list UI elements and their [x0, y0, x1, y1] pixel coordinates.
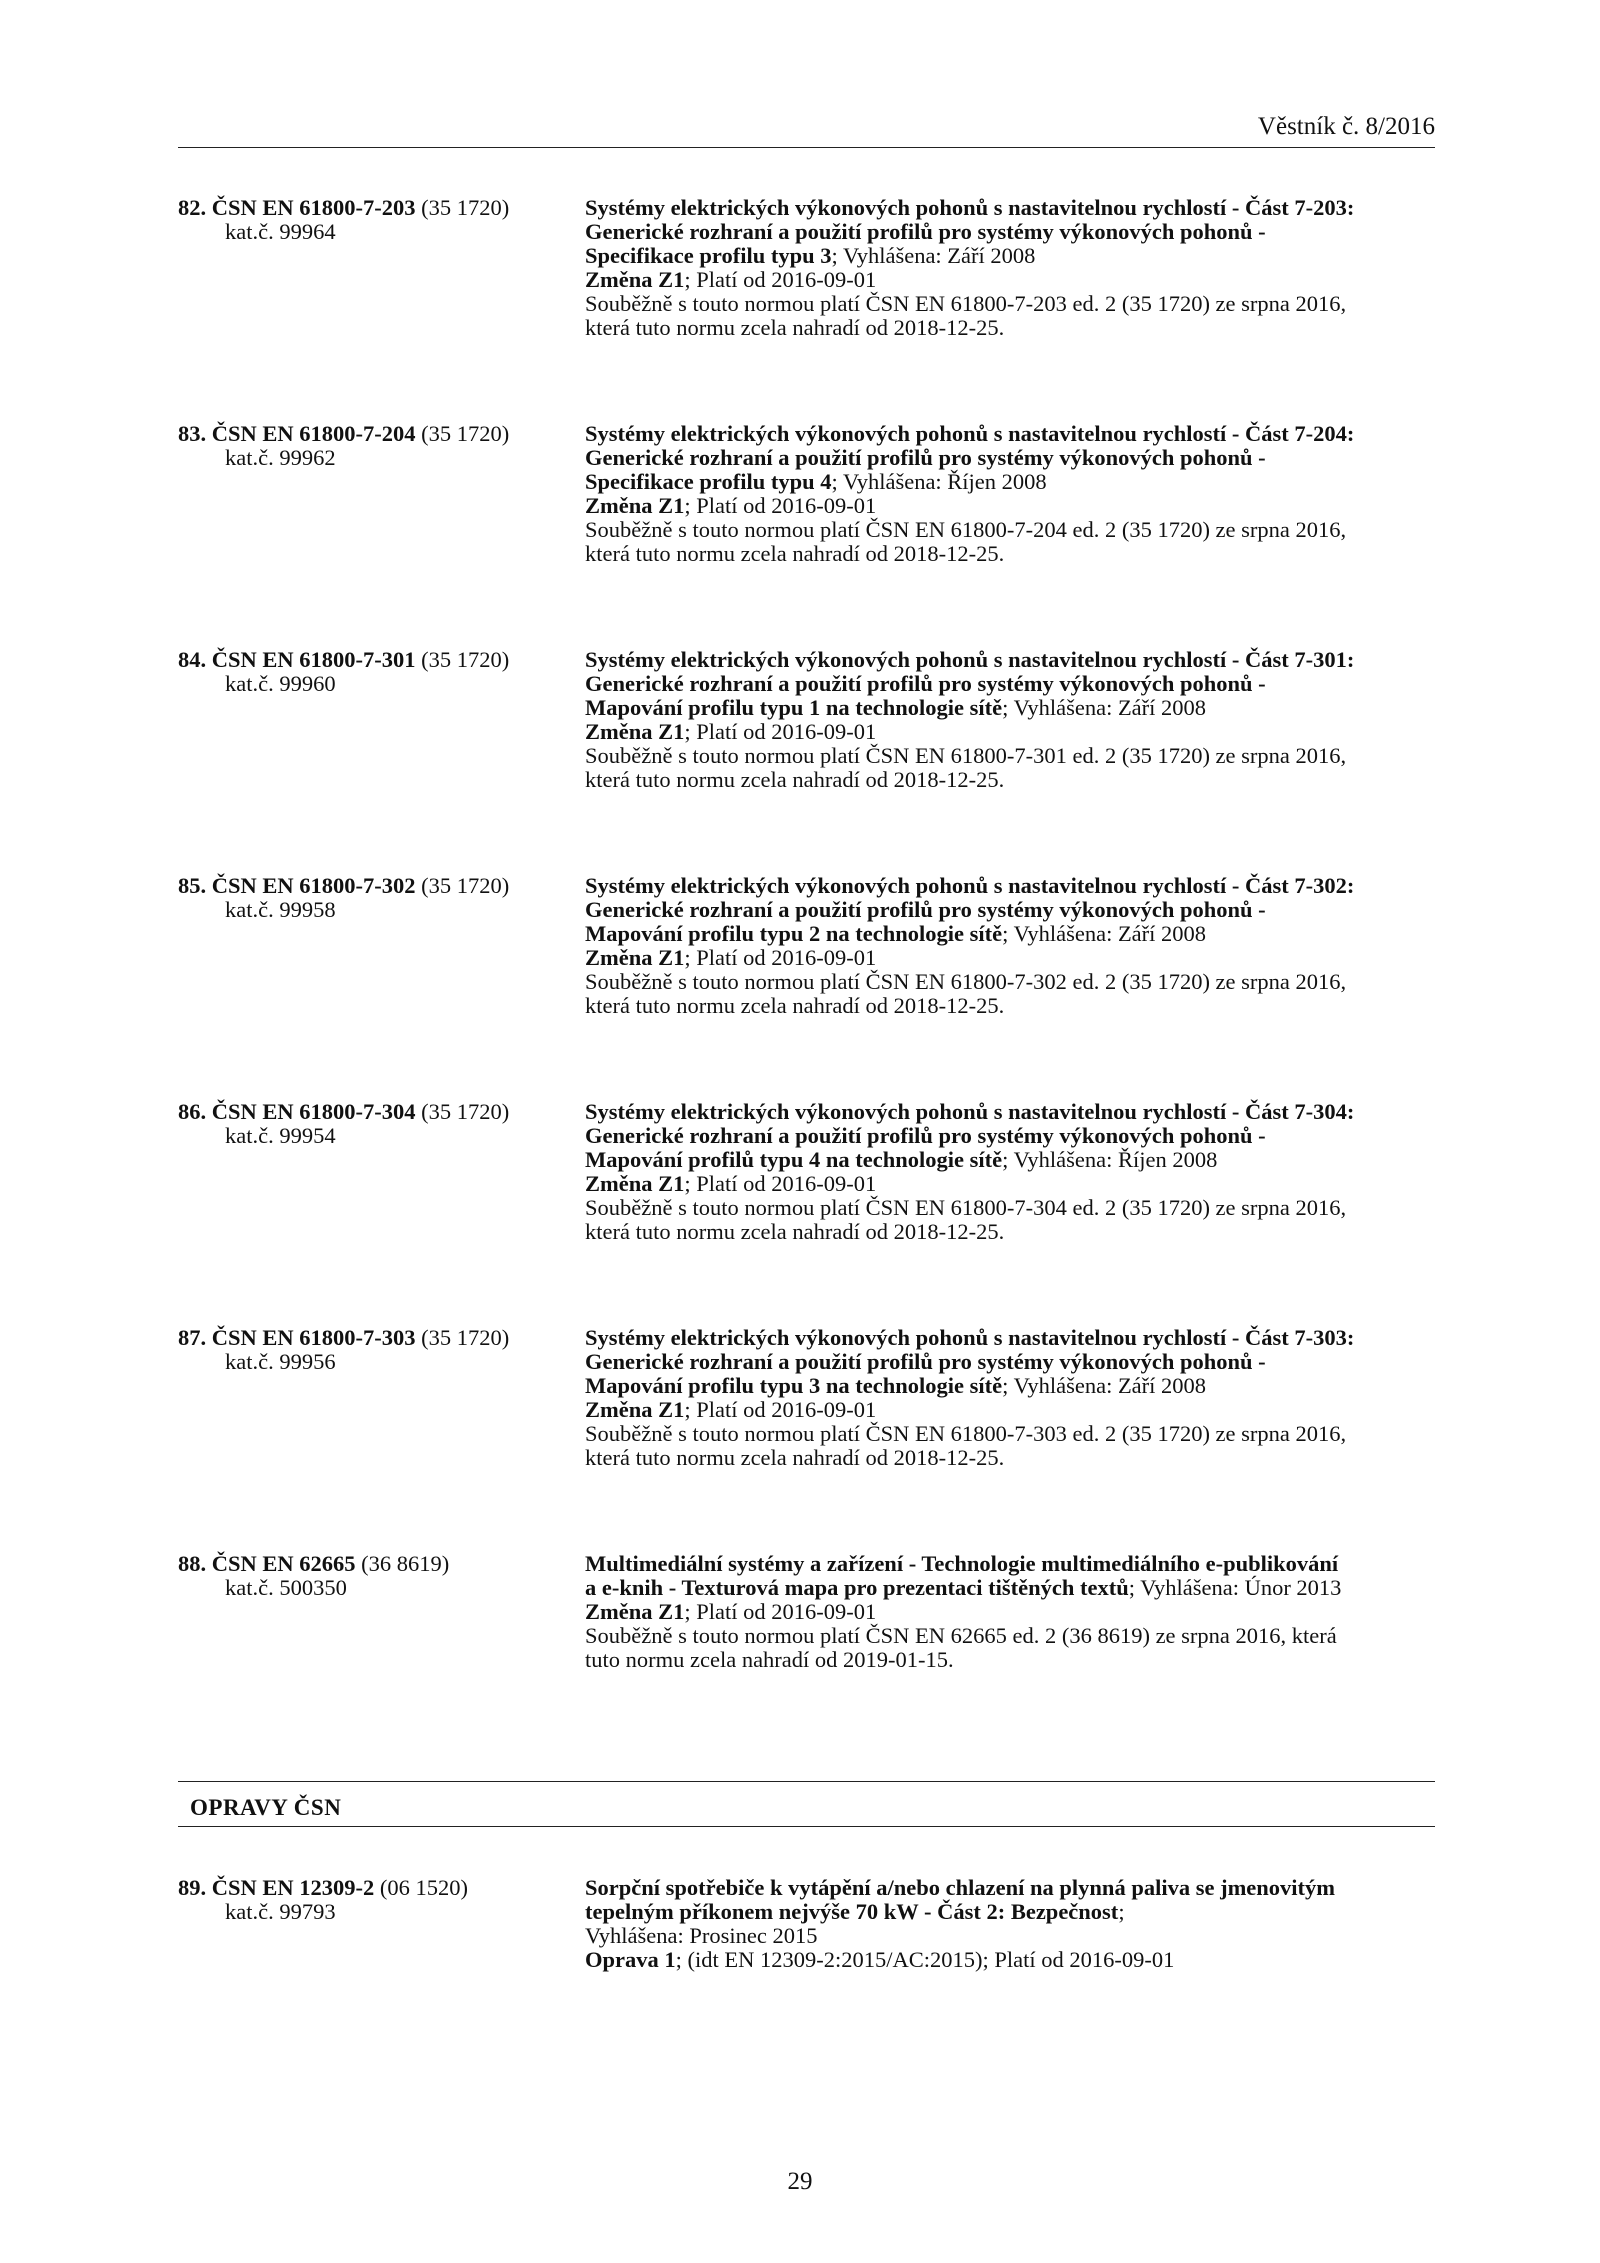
change-label: Změna Z1 [585, 493, 685, 518]
standard-code: ČSN EN 61800-7-304 [211, 1099, 416, 1124]
standard-code: ČSN EN 12309-2 [211, 1875, 375, 1900]
announced-date: ; Vyhlášena: Říjen 2008 [1002, 1147, 1218, 1172]
standard-title-line: Mapování profilu typu 2 na technologie sítě [585, 921, 1003, 946]
entry-details [585, 1326, 1445, 1470]
entry-number: 84. [178, 647, 207, 672]
announced-date: Vyhlášena: Prosinec 2015 [585, 1923, 818, 1948]
standard-title-line: Generické rozhraní a použití profilů pro systémy výkonových pohonů - [585, 897, 1266, 922]
classification-code: (35 1720) [415, 1099, 510, 1124]
valid-from: ; Platí od 2016-09-01 [684, 1599, 877, 1624]
concurrent-note: Souběžně s touto normou platí ČSN EN 61800-7-301 ed. 2 (35 1720) ze srpna 2016, [585, 743, 1347, 768]
entry-details [585, 196, 1445, 340]
standard-title-line: Systémy elektrických výkonových pohonů s nastavitelnou rychlostí - Část 7-301: [585, 647, 1355, 672]
standard-title-line: Sorpční spotřebiče k vytápění a/nebo chlazení na plynná paliva se jmenovitým [585, 1875, 1336, 1900]
entry-number: 83. [178, 421, 207, 446]
standard-title-line: Mapování profilu typu 1 na technologie sítě [585, 695, 1003, 720]
concurrent-note: Souběžně s touto normou platí ČSN EN 61800-7-203 ed. 2 (35 1720) ze srpna 2016, [585, 291, 1347, 316]
title-separator: ; [1118, 1899, 1125, 1924]
page-number: 29 [787, 2168, 813, 2195]
standard-code: ČSN EN 61800-7-302 [211, 873, 416, 898]
catalog-number: kat.č. 99962 [225, 445, 336, 470]
standard-title-line: Systémy elektrických výkonových pohonů s nastavitelnou rychlostí - Část 7-303: [585, 1325, 1355, 1350]
change-label: Změna Z1 [585, 719, 685, 744]
standard-title-line: Generické rozhraní a použití profilů pro systémy výkonových pohonů - [585, 1349, 1266, 1374]
announced-date: ; Vyhlášena: Září 2008 [1002, 1373, 1207, 1398]
entry-details [585, 1876, 1445, 1972]
bulletin-title: Věstník č. 8/2016 [1257, 113, 1435, 140]
concurrent-note: Souběžně s touto normou platí ČSN EN 61800-7-303 ed. 2 (35 1720) ze srpna 2016, [585, 1421, 1347, 1446]
standard-title-line: Specifikace profilu typu 3 [585, 243, 832, 268]
valid-from: ; Platí od 2016-09-01 [684, 945, 877, 970]
catalog-number: kat.č. 99960 [225, 671, 336, 696]
concurrent-note: Souběžně s touto normou platí ČSN EN 61800-7-302 ed. 2 (35 1720) ze srpna 2016, [585, 969, 1347, 994]
entry-details [585, 422, 1445, 566]
standard-code: ČSN EN 62665 [211, 1551, 356, 1576]
concurrent-note: která tuto normu zcela nahradí od 2018-12-25. [585, 1219, 1005, 1244]
announced-date: ; Vyhlášena: Září 2008 [1002, 921, 1207, 946]
section-title: OPRAVY ČSN [190, 1795, 342, 1820]
entry-identifier [178, 1326, 578, 1374]
classification-code: (06 1520) [374, 1875, 469, 1900]
classification-code: (35 1720) [415, 195, 510, 220]
standard-title-line: Systémy elektrických výkonových pohonů s nastavitelnou rychlostí - Část 7-203: [585, 195, 1355, 220]
valid-from: ; Platí od 2016-09-01 [684, 719, 877, 744]
standard-title-line: a e-knih - Texturová mapa pro prezentaci tištěných textů [585, 1575, 1129, 1600]
entry-identifier [178, 1876, 578, 1924]
catalog-number: kat.č. 99956 [225, 1349, 336, 1374]
standard-code: ČSN EN 61800-7-204 [211, 421, 416, 446]
entry-identifier [178, 874, 578, 922]
entry-details [585, 874, 1445, 1018]
standard-title-line: Generické rozhraní a použití profilů pro systémy výkonových pohonů - [585, 1123, 1266, 1148]
section-divider-bottom [178, 1826, 1435, 1827]
classification-code: (35 1720) [415, 1325, 510, 1350]
change-label: Změna Z1 [585, 1171, 685, 1196]
valid-from: ; Platí od 2016-09-01 [684, 267, 877, 292]
correction-label: Oprava 1 [585, 1947, 676, 1972]
change-label: Změna Z1 [585, 945, 685, 970]
entry-identifier [178, 648, 578, 696]
entry-details [585, 648, 1445, 792]
valid-from: ; Platí od 2016-09-01 [684, 493, 877, 518]
correction-details: ; (idt EN 12309-2:2015/AC:2015); Platí od 2016-09-01 [675, 1947, 1175, 1972]
standard-code: ČSN EN 61800-7-301 [211, 647, 416, 672]
concurrent-note: která tuto normu zcela nahradí od 2018-12-25. [585, 1445, 1005, 1470]
classification-code: (36 8619) [355, 1551, 450, 1576]
standard-title-line: Mapování profilů typu 4 na technologie sítě [585, 1147, 1003, 1172]
entry-identifier [178, 422, 578, 470]
announced-date: ; Vyhlášena: Únor 2013 [1128, 1575, 1342, 1600]
standard-title-line: Systémy elektrických výkonových pohonů s nastavitelnou rychlostí - Část 7-204: [585, 421, 1355, 446]
standard-title-line: Generické rozhraní a použití profilů pro systémy výkonových pohonů - [585, 671, 1266, 696]
concurrent-note: která tuto normu zcela nahradí od 2018-12-25. [585, 993, 1005, 1018]
catalog-number: kat.č. 99964 [225, 219, 336, 244]
entry-number: 82. [178, 195, 207, 220]
concurrent-note: která tuto normu zcela nahradí od 2018-12-25. [585, 315, 1005, 340]
standard-title-line: Multimediální systémy a zařízení - Technologie multimediálního e-publikování [585, 1551, 1339, 1576]
entry-number: 85. [178, 873, 207, 898]
announced-date: ; Vyhlášena: Říjen 2008 [831, 469, 1047, 494]
concurrent-note: která tuto normu zcela nahradí od 2018-12-25. [585, 767, 1005, 792]
concurrent-note: Souběžně s touto normou platí ČSN EN 61800-7-204 ed. 2 (35 1720) ze srpna 2016, [585, 517, 1347, 542]
classification-code: (35 1720) [415, 873, 510, 898]
entry-identifier [178, 1100, 578, 1148]
section-divider-top [178, 1781, 1435, 1782]
standard-title-line: Generické rozhraní a použití profilů pro systémy výkonových pohonů - [585, 219, 1266, 244]
standard-title-line: tepelným příkonem nejvýše 70 kW - Část 2: Bezpečnost [585, 1899, 1119, 1924]
standard-title-line: Specifikace profilu typu 4 [585, 469, 832, 494]
standard-title-line: Systémy elektrických výkonových pohonů s nastavitelnou rychlostí - Část 7-302: [585, 873, 1355, 898]
standard-title-line: Systémy elektrických výkonových pohonů s nastavitelnou rychlostí - Část 7-304: [585, 1099, 1355, 1124]
entry-details [585, 1552, 1445, 1672]
announced-date: ; Vyhlášena: Září 2008 [831, 243, 1036, 268]
entry-number: 87. [178, 1325, 207, 1350]
entry-details [585, 1100, 1445, 1244]
change-label: Změna Z1 [585, 1599, 685, 1624]
classification-code: (35 1720) [415, 647, 510, 672]
entry-number: 86. [178, 1099, 207, 1124]
catalog-number: kat.č. 99958 [225, 897, 336, 922]
concurrent-note: tuto normu zcela nahradí od 2019-01-15. [585, 1647, 954, 1672]
classification-code: (35 1720) [415, 421, 510, 446]
announced-date: ; Vyhlášena: Září 2008 [1002, 695, 1207, 720]
standard-code: ČSN EN 61800-7-203 [211, 195, 416, 220]
catalog-number: kat.č. 99793 [225, 1899, 336, 1924]
entry-number: 88. [178, 1551, 207, 1576]
change-label: Změna Z1 [585, 1397, 685, 1422]
entry-identifier [178, 1552, 578, 1600]
catalog-number: kat.č. 500350 [225, 1575, 347, 1600]
valid-from: ; Platí od 2016-09-01 [684, 1397, 877, 1422]
concurrent-note: Souběžně s touto normou platí ČSN EN 61800-7-304 ed. 2 (35 1720) ze srpna 2016, [585, 1195, 1347, 1220]
standard-title-line: Mapování profilu typu 3 na technologie sítě [585, 1373, 1003, 1398]
entry-number: 89. [178, 1875, 207, 1900]
header-divider [178, 147, 1435, 148]
standard-title-line: Generické rozhraní a použití profilů pro systémy výkonových pohonů - [585, 445, 1266, 470]
concurrent-note: Souběžně s touto normou platí ČSN EN 62665 ed. 2 (36 8619) ze srpna 2016, která [585, 1623, 1337, 1648]
standard-code: ČSN EN 61800-7-303 [211, 1325, 416, 1350]
concurrent-note: která tuto normu zcela nahradí od 2018-12-25. [585, 541, 1005, 566]
valid-from: ; Platí od 2016-09-01 [684, 1171, 877, 1196]
entry-identifier [178, 196, 578, 244]
catalog-number: kat.č. 99954 [225, 1123, 336, 1148]
change-label: Změna Z1 [585, 267, 685, 292]
